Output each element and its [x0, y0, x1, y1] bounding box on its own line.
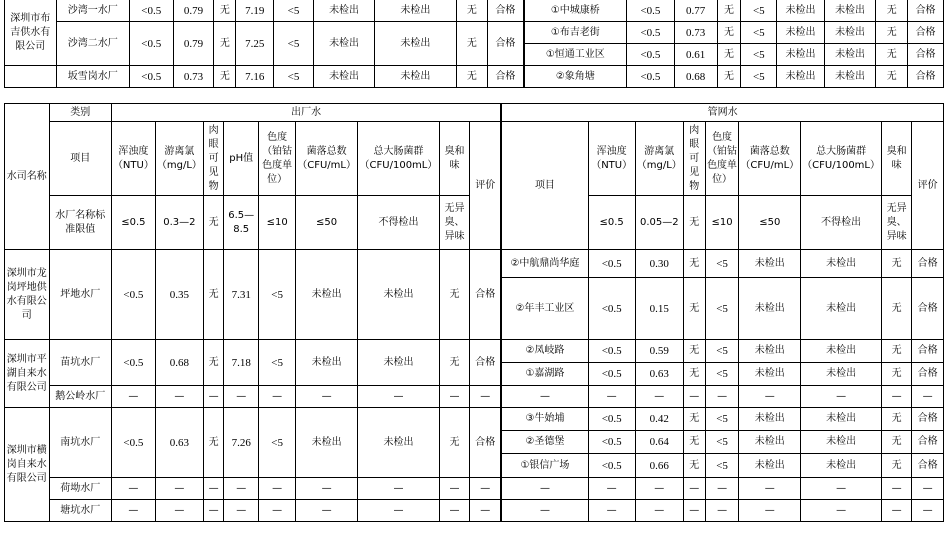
bujī-continuation-table: [4, 0, 944, 88]
table-row: 深圳市龙岗坪地供水有限公司 坪地水厂 <0.5 0.35 无 7.31 <5 未检出 未检出 无 合格 ②中航鼎尚华庭 <0.5 0.30 无 <5 未检出 未检出 无 合格: [5, 250, 944, 278]
table-row: ①银信广场 <0.5 0.66 无 <5 未检出 未检出 无 合格: [5, 454, 944, 478]
header-row: 项目 浑浊度（NTU） 游离氯（mg/L） 肉眼可见物 pH值 色度（铂钴色度单位） 菌落总数（CFU/mL） 总大肠菌群（CFU/100mL） 臭和味 评价 项目 浑浊度（NTU） 游离氯（mg/L） 肉眼可见物 色度（铂钴色度单位） 菌落总数（CFU/mL） 总大肠菌群（CFU/100mL） 臭和味 评价: [5, 122, 944, 196]
water-quality-table: [4, 103, 944, 522]
network-water-header: 管网水: [501, 104, 943, 122]
company-name-header: 水司名称: [5, 104, 50, 250]
table-row: 深圳市布吉供水有限公司 沙湾一水厂 <0.5 0.79 无 7.19 <5 未检出 未检出 无 合格 ①中城康桥 <0.5 0.77 无 <5 未检出 未检出 无 合格: [5, 0, 944, 22]
company-cell: 深圳市布吉供水有限公司: [5, 0, 57, 66]
table-row: 坂雪岗水厂 <0.5 0.73 无 7.16 <5 未检出 未检出 无 合格 ②象角塘 <0.5 0.68 无 <5 未检出 未检出 无 合格: [5, 66, 944, 88]
table-row: 荷坳水厂 — — — — — — — — — — — — — — — — — —: [5, 478, 944, 500]
table-row: 沙湾二水厂 <0.5 0.79 无 7.25 <5 未检出 未检出 无 合格 ①布吉老街 <0.5 0.73 无 <5 未检出 未检出 无 合格: [5, 22, 944, 44]
company-cell: 深圳市横岗自来水有限公司: [5, 408, 50, 522]
table-row: 塘坑水厂 — — — — — — — — — — — — — — — — — —: [5, 500, 944, 522]
table-row: ②圣德堡 <0.5 0.64 无 <5 未检出 未检出 无 合格: [5, 431, 944, 454]
table-row: 鹅公岭水厂 — — — — — — — — — — — — — — — — — —: [5, 386, 944, 408]
category-header: 类别: [49, 104, 111, 122]
limits-row: 水厂名称标准限值 ≤0.5 0.3—2 无 6.5—8.5 ≤10 ≤50 不得检出 无异臭、异味 ≤0.5 0.05—2 无 ≤10 ≤50 不得检出 无异臭、异味: [5, 196, 944, 250]
company-cell: 深圳市平湖自来水有限公司: [5, 340, 50, 408]
company-cell: 深圳市龙岗坪地供水有限公司: [5, 250, 50, 340]
table-row: ①嘉湖路 <0.5 0.63 无 <5 未检出 未检出 无 合格: [5, 363, 944, 386]
header-row: [5, 104, 944, 122]
table-row: 深圳市横岗自来水有限公司 南坑水厂 <0.5 0.63 无 7.26 <5 未检出 未检出 无 合格 ③牛始埔 <0.5 0.42 无 <5 未检出 未检出 无 合格: [5, 408, 944, 431]
table-row: ①恒通工业区 <0.5 0.61 无 <5 未检出 未检出 无 合格: [5, 44, 944, 66]
outlet-water-header: 出厂水: [111, 104, 501, 122]
table-row: ②年丰工业区 <0.5 0.15 无 <5 未检出 未检出 无 合格: [5, 278, 944, 340]
table-row: 深圳市平湖自来水有限公司 苗坑水厂 <0.5 0.68 无 7.18 <5 未检出 未检出 无 合格 ②凤岐路 <0.5 0.59 无 <5 未检出 未检出 无 合格: [5, 340, 944, 363]
